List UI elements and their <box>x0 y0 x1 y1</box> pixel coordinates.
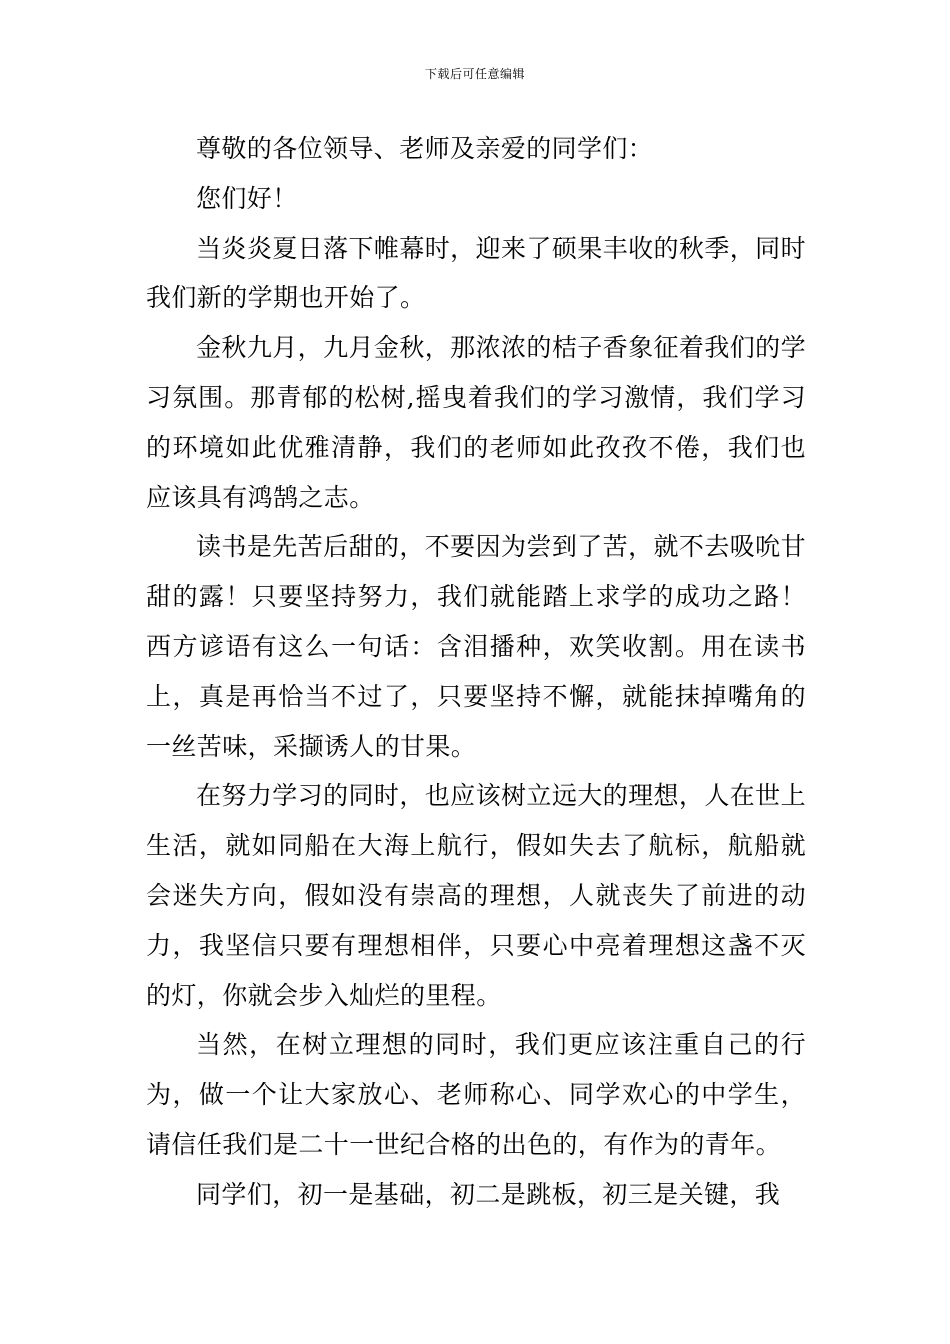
paragraph: 在努力学习的同时，也应该树立远大的理想，人在世上生活，就如同船在大海上航行，假如失去了航标，航船就会迷失方向，假如没有崇高的理想，人就丧失了前进的动力，我坚信只要有理想相伴，只要心中亮着理想这盏不灭的灯，你就会步入灿烂的里程。 <box>146 781 806 1010</box>
paragraph: 当然，在树立理想的同时，我们更应该注重自己的行为，做一个让大家放心、老师称心、同学欢心的中学生，请信任我们是二十一世纪合格的出色的，有作为的青年。 <box>146 1030 806 1159</box>
page-header: 下载后可任意编辑 <box>424 67 525 81</box>
paragraph: 读书是先苦后甜的，不要因为尝到了苦，就不去吸吮甘甜的露！只要坚持努力，我们就能踏上求学的成功之路！西方谚语有这么一句话：含泪播种，欢笑收割。用在读书上，真是再恰当不过了，只要坚持不懈，就能抹掉嘴角的一丝苦味，采撷诱人的甘果。 <box>146 532 806 761</box>
document-body <box>146 124 806 1220</box>
paragraph: 同学们，初一是基础，初二是跳板，初三是关键，我 <box>196 1179 781 1209</box>
paragraph: 金秋九月，九月金秋，那浓浓的桔子香象征着我们的学习氛围。那青郁的松树,摇曳着我们的学习激情，我们学习的环境如此优雅清静，我们的老师如此孜孜不倦，我们也应该具有鸿鹄之志。 <box>146 333 806 512</box>
greeting: 您们好！ <box>196 183 298 213</box>
paragraph: 当炎炎夏日落下帷幕时，迎来了硕果丰收的秋季，同时我们新的学期也开始了。 <box>146 233 806 313</box>
salutation: 尊敬的各位领导、老师及亲爱的同学们： <box>196 134 654 163</box>
